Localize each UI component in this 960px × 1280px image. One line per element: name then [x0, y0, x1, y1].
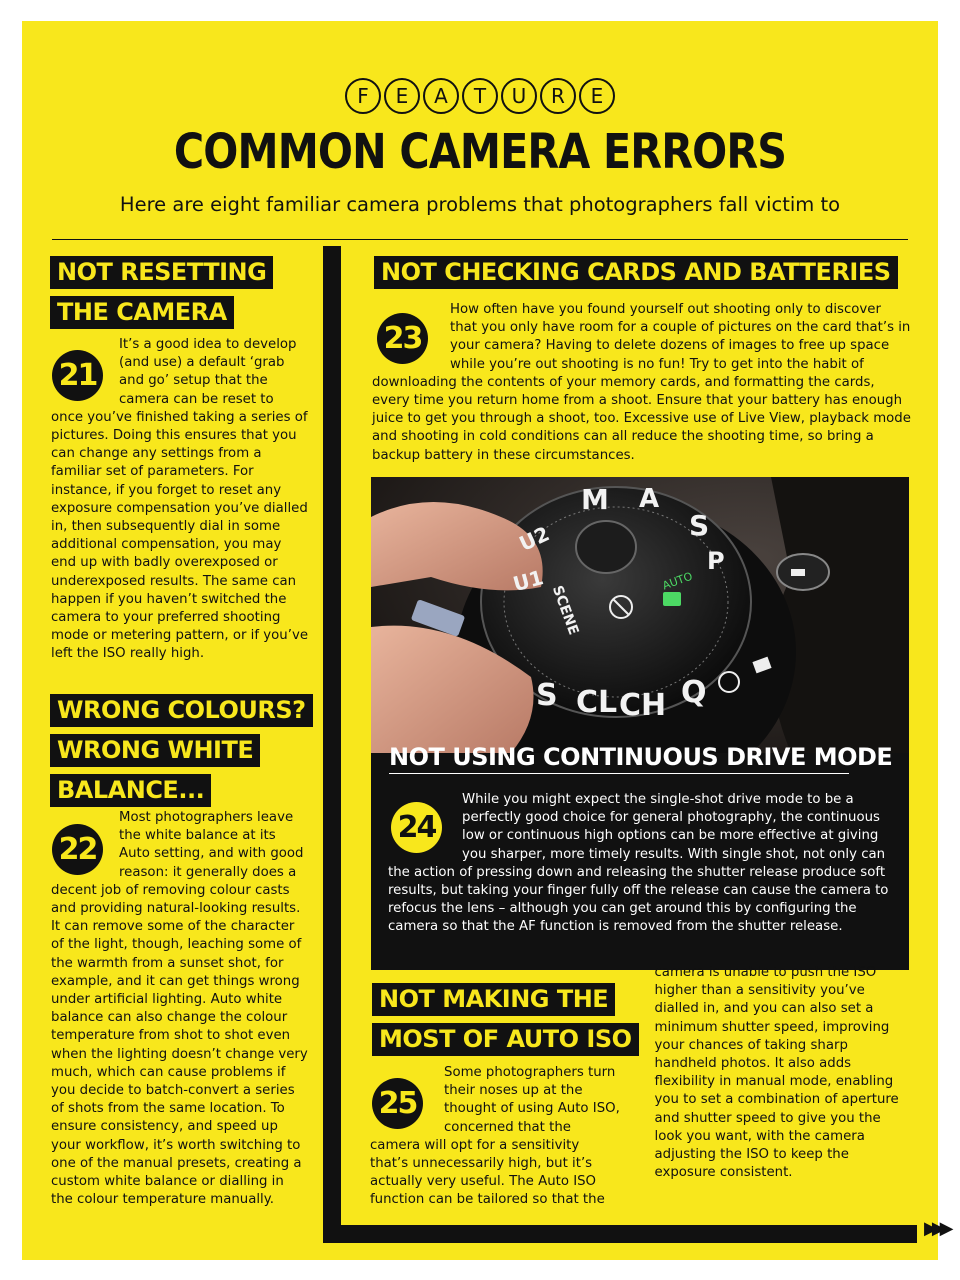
tip-23-body: [372, 301, 912, 465]
kicker-letter: R: [540, 78, 576, 114]
heading-spacer: [370, 964, 621, 1064]
tip-number-21: 21: [52, 350, 103, 401]
kicker-letter: E: [384, 78, 420, 114]
tip-number-24: 24: [391, 802, 442, 853]
drive-label: CL: [576, 685, 618, 720]
tip-24-text: While you might expect the single-shot drive mode to be a perfectly good choice for general photography, the continuous low or continuous high options can be more effective at giving you sharper, more timely results. With single shot, not only can the action of pressing down and releasing the shutter release produce soft results, but taking your finger fully off the release can cause the camera to refocus the lens – although you can get around this by configuring the camera so that the AF function is removed from the shutter release.: [388, 792, 889, 935]
tip-22-body: [51, 809, 309, 1209]
heading-line: THE CAMERA: [50, 296, 234, 329]
dial-label: A: [639, 484, 660, 514]
camera-dial-image: [371, 477, 909, 753]
divider: [52, 239, 908, 240]
drive-label: Q: [681, 675, 707, 710]
kicker-letter: A: [423, 78, 459, 114]
heading-line: BALANCE...: [50, 774, 211, 807]
tip-22-heading: [50, 694, 313, 814]
heading-line: WRONG WHITE: [50, 734, 260, 767]
page: [22, 21, 948, 1260]
tip-number-23: 23: [377, 313, 428, 364]
kicker-letter: T: [462, 78, 498, 114]
dial-label: U1: [510, 565, 546, 597]
kicker-letter: F: [345, 78, 381, 114]
tip-21-heading: [50, 256, 273, 336]
tip-21-body: [51, 336, 309, 664]
dial-label: AUTO: [660, 569, 695, 593]
tip-21-text: It’s a good idea to develop (and use) a default ‘grab and go’ setup that the camera can be reset to once you’ve finished taking a series of pictures. Doing this ensures that you can change any settings from a familiar set of parameters. For instance, if you forget to reset any exposure compensation you’ve dialled in, then subsequently dial in some additional compensation, you may end up with badly overexposed or underexposed results. The same can happen if you haven’t switched the camera to your preferred shooting mode or metering pattern, or if you’ve left the ISO really high.: [51, 337, 308, 662]
drive-label: CH: [619, 688, 667, 723]
tip-24-body: [388, 791, 900, 937]
page-title: COMMON CAMERA ERRORS: [173, 124, 787, 180]
tip-22-text: Most photographers leave the white balance at its Auto setting, and with good reason: it generally does a decent job of removing colour casts and providing natural-looking results. It can remove some of the character of the light, though, leaching some of the warmth from a sunset shot, for example, and it can get things wrong under artificial lighting. Auto white balance can also change the colour temperature from shot to shot even when the lighting doesn’t change very much, which can cause problems if you decide to batch-convert a series of shots from the same location. To ensure consistency, and speed up your workflow, it’s worth switching to one of the manual presets, creating a custom white balance or dialling in the colour temperature manually.: [51, 810, 308, 1208]
page-subtitle: Here are eight familiar camera problems that photographers fall victim to: [119, 193, 841, 216]
dial-label: U2: [515, 521, 553, 556]
tip-23-text: How often have you found yourself out shooting only to discover that you only have room for a couple of pictures on the card that’s in your camera? Having to delete dozens of images to free up space while you’re out shooting is no fun! Try to get into the habit of downloading the contents of your memory cards, and formatting the cards, every time you return home from a shoot. Ensure that your battery has enough juice to get you through a shoot, too. Excessive use of Live View, playback mode and shooting in cold conditions can all reduce the shooting time, so bring a backup battery in these circumstances.: [372, 302, 911, 463]
continue-arrows-icon[interactable]: ▶▶▶: [924, 1218, 948, 1239]
camera-dial-photo: [371, 477, 909, 753]
column-bar: [323, 246, 341, 1243]
dial-label: M: [581, 483, 609, 516]
tip-25-text: Some photographers turn their noses up at the thought of using Auto ISO, concerned that the camera will opt for a sensitivity that’s unnecessarily high, but it’s actually very useful. The Auto ISO function can be tailored so that the camera is unable to push the ISO higher than a sensitivity you’ve dialled in, and you can also set a minimum shutter speed, improving your chances of taking sharp handheld photos. It also adds flexibility in manual mode, enabling you to set a combination of aperture and shutter speed to give you the look you want, with the camera adjusting the ISO to keep the exposure consistent.: [370, 965, 899, 1208]
heading-line: NOT RESETTING: [50, 256, 273, 289]
tip-23-heading: [374, 256, 898, 296]
tip-25-body: [370, 964, 905, 1224]
tip-number-25: 25: [372, 1078, 423, 1129]
heading-line: NOT MAKING THE: [372, 983, 615, 1016]
heading-line: NOT USING CONTINUOUS DRIVE MODE: [389, 743, 893, 771]
heading-underline: [389, 773, 849, 774]
kicker-letter: U: [501, 78, 537, 114]
drive-label: S: [536, 678, 558, 713]
tip-number-22: 22: [52, 824, 103, 875]
dial-label: P: [707, 547, 725, 575]
heading-line: NOT CHECKING CARDS AND BATTERIES: [374, 256, 898, 289]
heading-line: WRONG COLOURS?: [50, 694, 313, 727]
auto-camera-icon: [663, 592, 681, 606]
dial-label: S: [689, 509, 710, 542]
heading-line: MOST OF AUTO ISO: [372, 1023, 639, 1056]
bottom-bar: [323, 1225, 917, 1243]
feature-kicker: [22, 78, 938, 114]
dial-label: SCENE: [548, 583, 582, 638]
kicker-letter: E: [579, 78, 615, 114]
lock-button: [576, 521, 636, 573]
